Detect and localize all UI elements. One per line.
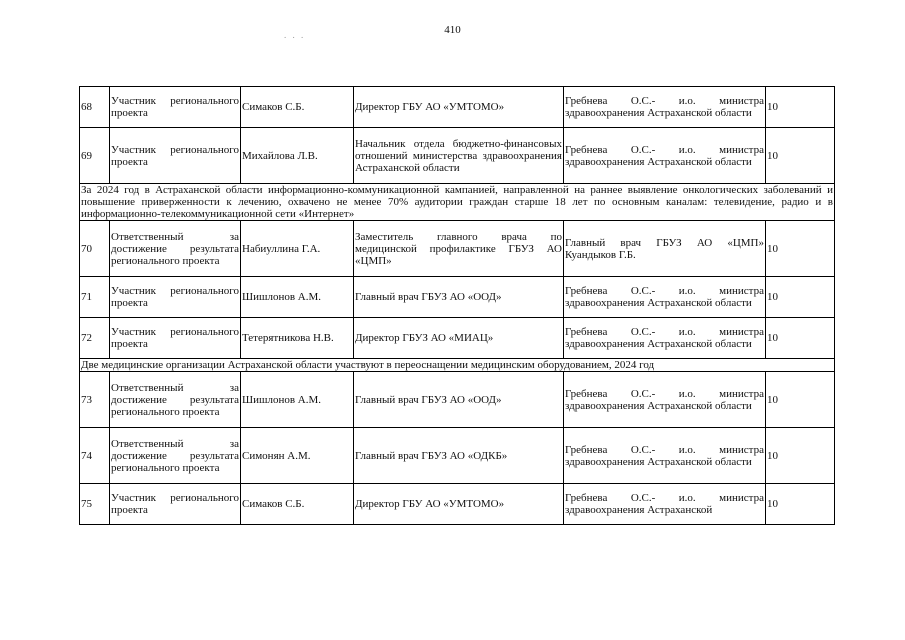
score-value: 10 [766,277,835,318]
section-heading: За 2024 год в Астраханской области информационно-коммуникационной кампанией, направленной на раннее выявление онкологических заболеваний и повышение приверженности к лечению, охвачено не менее 70% аудитории граждан старше 18 лет по основным каналам: телевидение, радио и в информационно-телекоммуникационной сети «Интернет» [81,184,833,220]
responsible-person: Гребнева О.С.- и.о. министра здравоохранения Астраханской области [564,372,766,428]
table-body [80,87,835,525]
row-number: 71 [80,277,110,318]
table-row [80,277,835,318]
responsible-person: Гребнева О.С.- и.о. министра здравоохранения Астраханской области [564,128,766,184]
document-table [79,86,835,525]
table-row [80,318,835,359]
row-number: 73 [80,372,110,428]
responsible-person: Гребнева О.С.- и.о. министра здравоохранения Астраханской [564,484,766,525]
section-row [80,184,835,221]
participant-role: Участник регионального проекта [110,277,241,318]
table-row [80,87,835,128]
participant-role: Ответственный за достижение результата регионального проекта [110,372,241,428]
responsible-person: Гребнева О.С.- и.о. министра здравоохранения Астраханской области [564,87,766,128]
score-value: 10 [766,428,835,484]
person-position: Директор ГБУ АО «УМТОМО» [354,484,564,525]
section-heading: Две медицинские организации Астраханской области участвуют в переоснащении медицинским оборудованием, 2024 год [80,359,835,372]
row-number: 69 [80,128,110,184]
row-number: 75 [80,484,110,525]
person-position: Главный врач ГБУЗ АО «ООД» [354,372,564,428]
participant-role: Участник регионального проекта [110,87,241,128]
person-position: Директор ГБУ АО «УМТОМО» [354,87,564,128]
page-number: 410 [444,24,461,36]
row-number: 72 [80,318,110,359]
score-value: 10 [766,318,835,359]
person-name: Набиуллина Г.А. [241,221,354,277]
table-row [80,428,835,484]
person-name: Симаков С.Б. [241,484,354,525]
participant-role: Участник регионального проекта [110,318,241,359]
responsible-person: Гребнева О.С.- и.о. министра здравоохранения Астраханской области [564,428,766,484]
row-number: 74 [80,428,110,484]
person-position: Главный врач ГБУЗ АО «ОДКБ» [354,428,564,484]
row-number: 68 [80,87,110,128]
participant-role: Ответственный за достижение результата регионального проекта [110,221,241,277]
person-position: Директор ГБУЗ АО «МИАЦ» [354,318,564,359]
person-position: Начальник отдела бюджетно-финансовых отношений министерства здравоохранения Астраханской области [354,128,564,184]
responsible-person: Главный врач ГБУЗ АО «ЦМП» Куандыков Г.Б. [564,221,766,277]
person-position: Главный врач ГБУЗ АО «ООД» [354,277,564,318]
person-name: Шишлонов А.М. [241,277,354,318]
score-value: 10 [766,128,835,184]
person-name: Симаков С.Б. [241,87,354,128]
participant-role: Участник регионального проекта [110,484,241,525]
person-name: Шишлонов А.М. [241,372,354,428]
row-number: 70 [80,221,110,277]
person-position: Заместитель главного врача по медицинской профилактике ГБУЗ АО «ЦМП» [354,221,564,277]
person-name: Тетерятникова Н.В. [241,318,354,359]
table-row [80,221,835,277]
participant-role: Участник регионального проекта [110,128,241,184]
responsible-person: Гребнева О.С.- и.о. министра здравоохранения Астраханской области [564,318,766,359]
score-value: 10 [766,484,835,525]
score-value: 10 [766,372,835,428]
section-row [80,359,835,372]
scan-speck: . . . [284,30,306,40]
person-name: Симонян А.М. [241,428,354,484]
table-row [80,372,835,428]
score-value: 10 [766,87,835,128]
participant-role: Ответственный за достижение результата регионального проекта [110,428,241,484]
person-name: Михайлова Л.В. [241,128,354,184]
table-row [80,484,835,525]
responsible-person: Гребнева О.С.- и.о. министра здравоохранения Астраханской области [564,277,766,318]
score-value: 10 [766,221,835,277]
table-row [80,128,835,184]
